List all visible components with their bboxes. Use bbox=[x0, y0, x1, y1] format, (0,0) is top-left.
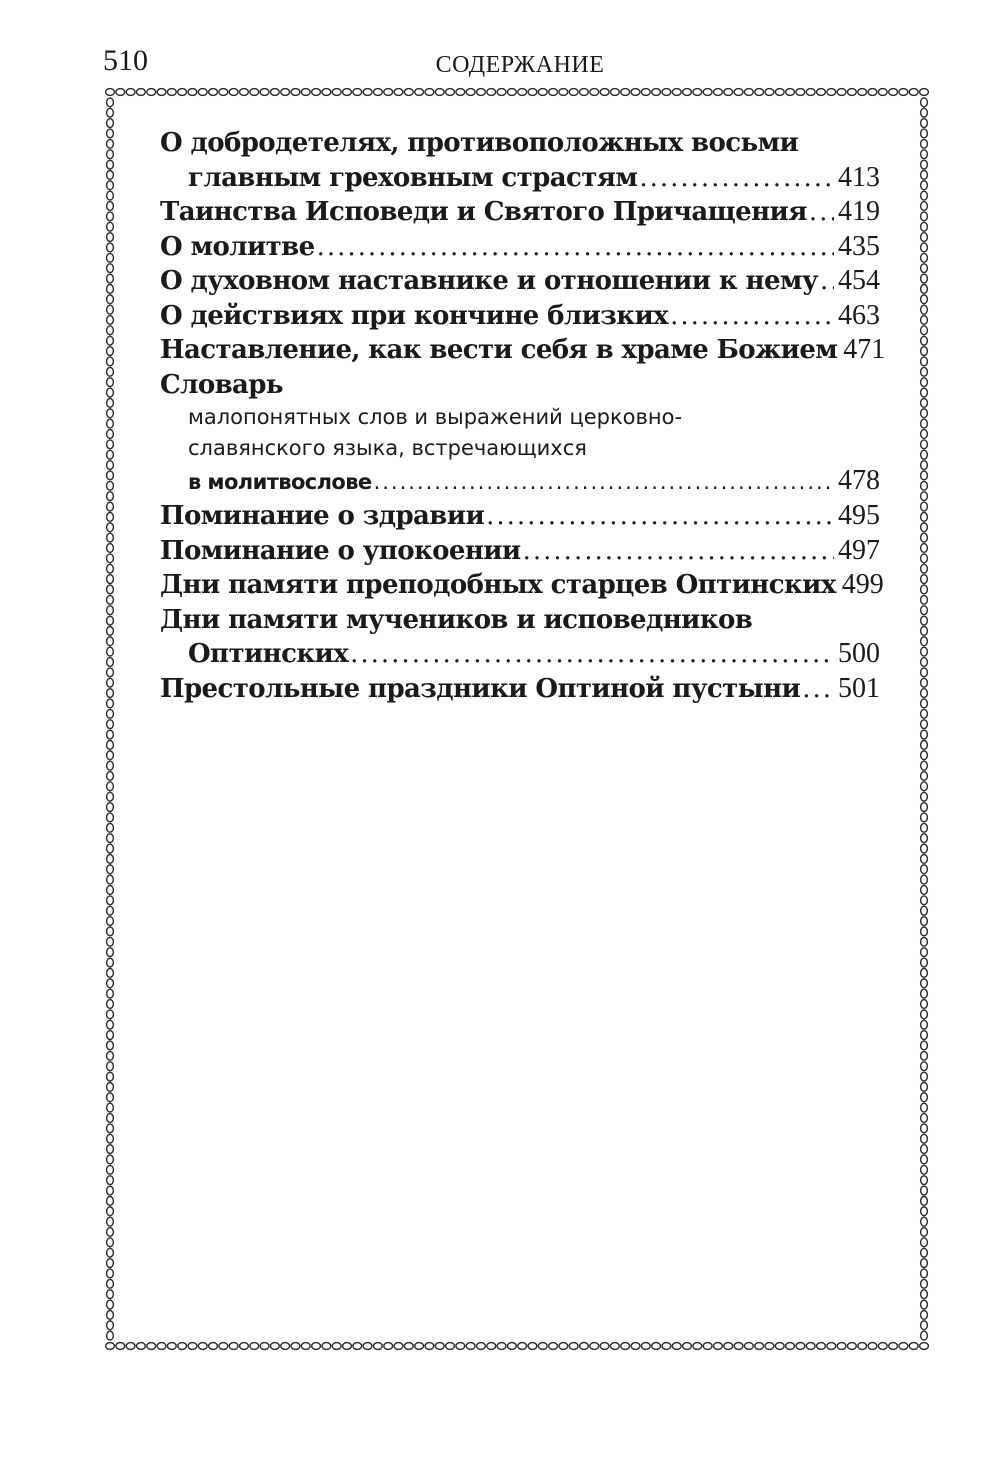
toc-entry-spiritual-mentor[interactable] bbox=[160, 264, 880, 299]
toc-page-number: 413 bbox=[838, 161, 880, 193]
toc-entry-subtitle: малопонятных слов и выражений церковно- bbox=[188, 405, 683, 429]
toc-page-number: 499 bbox=[841, 569, 884, 600]
toc-entry-dictionary[interactable] bbox=[160, 368, 880, 500]
dot-leader bbox=[820, 264, 834, 299]
toc-entry-martyrs-memory[interactable] bbox=[160, 603, 880, 672]
toc-page-number: 454 bbox=[838, 265, 880, 296]
toc-entry-subtitle: в молитвослове bbox=[188, 470, 372, 494]
dot-leader bbox=[374, 465, 834, 499]
toc-entry-health-commemoration[interactable] bbox=[160, 499, 880, 534]
toc-entry-patronal-feasts[interactable] bbox=[160, 672, 880, 707]
toc-entry-title-continued: главным греховным страстям bbox=[188, 162, 638, 193]
dot-leader bbox=[639, 161, 834, 196]
toc-entry-title: Дни памяти мучеников и исповедников bbox=[160, 604, 753, 635]
dot-leader bbox=[670, 299, 834, 334]
dot-leader bbox=[523, 534, 834, 569]
dot-leader bbox=[809, 195, 834, 230]
toc-entry-subtitle: славянского языка, встречающихся bbox=[188, 436, 587, 460]
toc-entry-prayer[interactable] bbox=[160, 230, 880, 265]
toc-page-number: 471 bbox=[843, 334, 886, 365]
toc-entry-title: Словарь bbox=[160, 369, 283, 400]
toc-page-number: 478 bbox=[838, 465, 880, 496]
toc-entry-title: О добродетелях, противоположных восьми bbox=[160, 128, 799, 158]
toc-entry-virtues[interactable] bbox=[160, 126, 880, 195]
toc-page-number: 495 bbox=[838, 500, 880, 531]
running-title: СОДЕРЖАНИЕ bbox=[435, 52, 605, 78]
toc-entry-title: Наставление, как вести себя в храме Божием bbox=[160, 335, 838, 365]
toc-page-number: 500 bbox=[838, 638, 880, 669]
toc-page-number: 463 bbox=[838, 299, 880, 331]
toc-entry-sacraments[interactable] bbox=[160, 195, 880, 230]
page-number: 510 bbox=[103, 44, 148, 77]
dot-leader bbox=[350, 637, 834, 672]
toc-entry-repose-commemoration[interactable] bbox=[160, 534, 880, 569]
toc-entry-actions-at-death[interactable] bbox=[160, 299, 880, 334]
toc-page-number: 419 bbox=[838, 196, 880, 227]
toc-page-number: 435 bbox=[838, 230, 880, 262]
toc-entry-title: О молитве bbox=[160, 231, 315, 262]
toc-entry-title-continued: Оптинских bbox=[188, 639, 349, 669]
toc-entry-title: Таинства Исповеди и Святого Причащения bbox=[160, 197, 807, 227]
toc-entry-temple-conduct[interactable] bbox=[160, 333, 886, 368]
toc-entry-title: О духовном наставнике и отношении к нему bbox=[160, 266, 818, 296]
toc-page-number: 501 bbox=[838, 672, 880, 704]
toc-entry-title: Поминание о здравии bbox=[160, 501, 485, 531]
toc-entry-elders-memory[interactable] bbox=[160, 568, 884, 603]
dot-leader bbox=[486, 499, 834, 534]
toc-entry-title: Дни памяти преподобных старцев Оптинских bbox=[160, 570, 836, 600]
toc-entry-title: Поминание о упокоении bbox=[160, 535, 521, 566]
dot-leader bbox=[802, 672, 834, 707]
toc-page-number: 497 bbox=[838, 534, 880, 566]
dot-leader bbox=[317, 230, 834, 265]
toc-entry-title: О действиях при кончине близких bbox=[160, 300, 669, 331]
table-of-contents bbox=[160, 126, 886, 706]
toc-entry-title: Престольные праздники Оптиной пустыни bbox=[160, 673, 801, 704]
